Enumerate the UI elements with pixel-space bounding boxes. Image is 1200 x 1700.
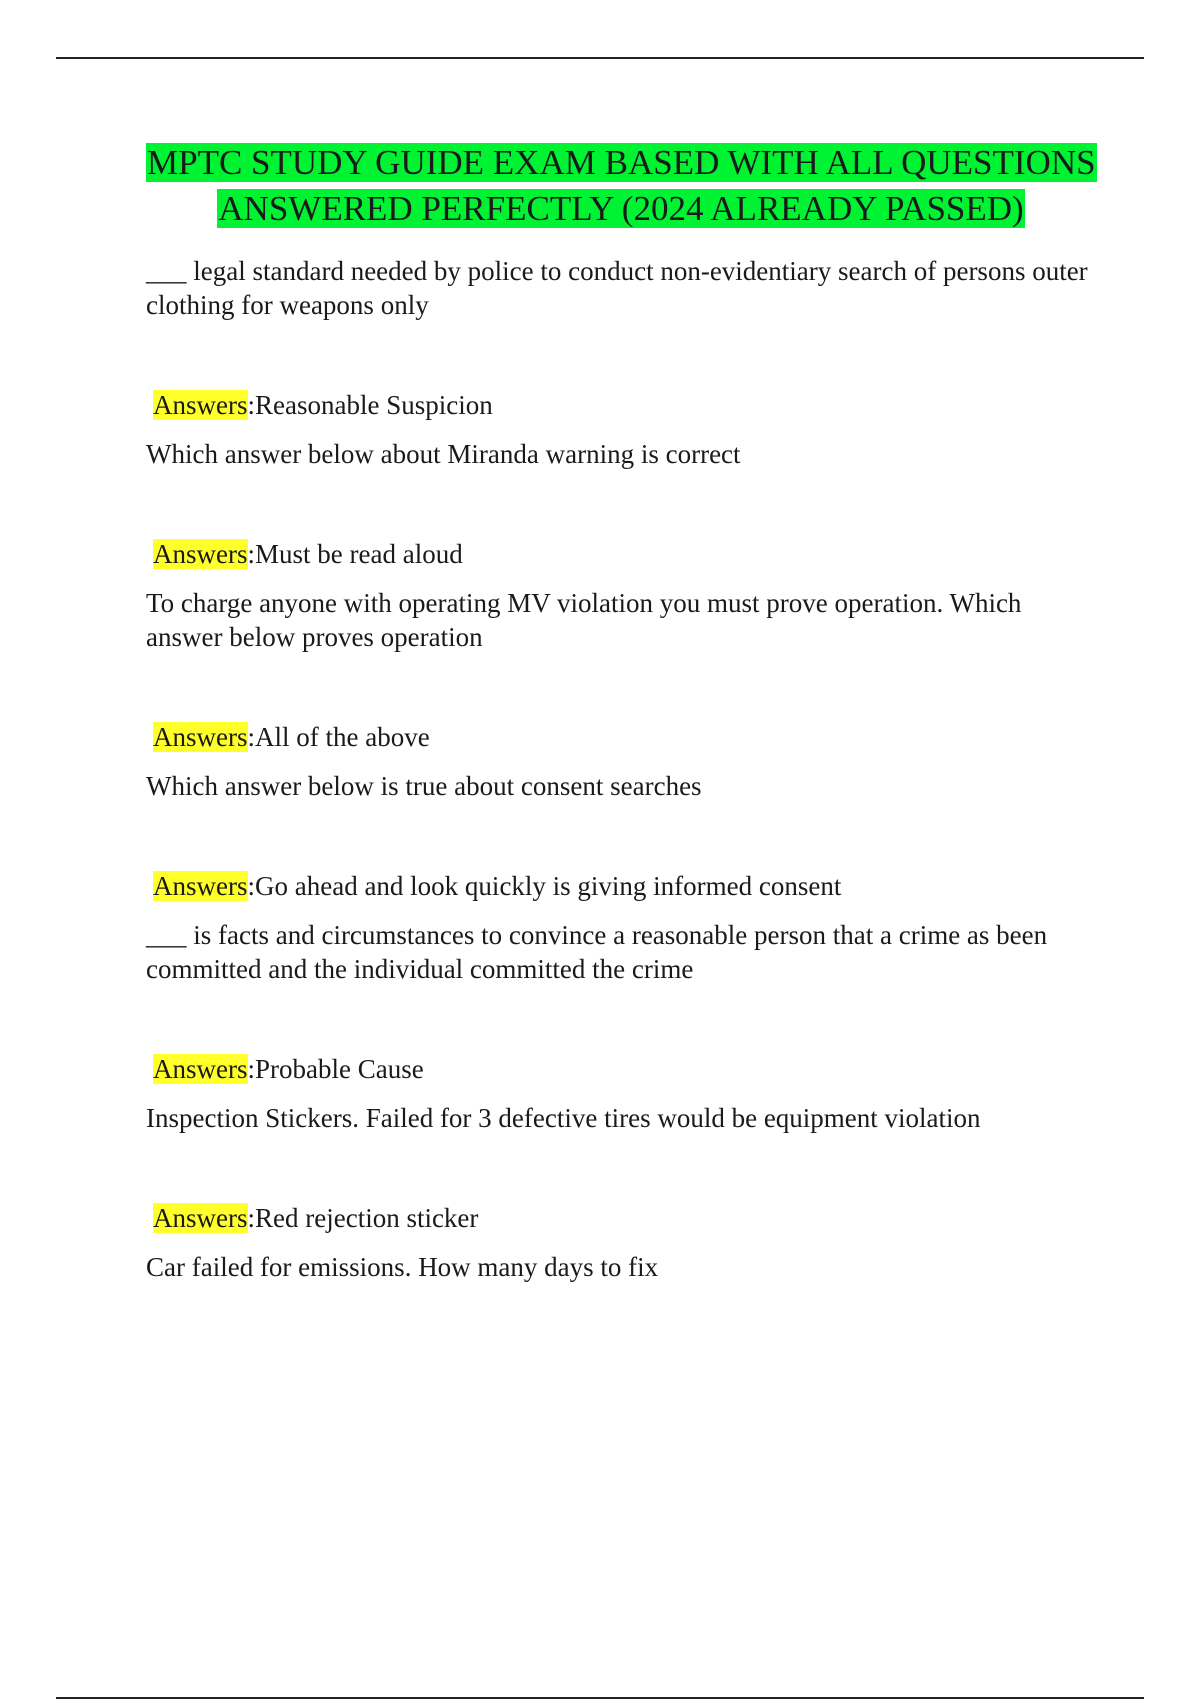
answer-label: Answers [153, 722, 248, 752]
answer-line [153, 388, 1096, 422]
answer-text: :All of the above [247, 722, 430, 752]
answer-label: Answers [153, 1203, 248, 1233]
answer-label: Answers [153, 1054, 248, 1084]
question-text: ___ legal standard needed by police to conduct non-evidentiary search of persons outer clothing for weapons only [146, 256, 1088, 320]
title-highlight: MPTC STUDY GUIDE EXAM BASED WITH ALL QUESTIONS ANSWERED PERFECTLY (2024 ALREADY PASSED) [147, 143, 1096, 228]
answer-line [153, 720, 1096, 754]
answer-label: Answers [153, 871, 248, 901]
qa-item [146, 254, 1096, 422]
qa-item [146, 769, 1096, 903]
answer-text: :Go ahead and look quickly is giving informed consent [247, 871, 842, 901]
footer-rule [56, 1697, 1144, 1699]
question-text: Car failed for emissions. How many days to fix [146, 1252, 659, 1282]
question-text: To charge anyone with operating MV violation you must prove operation. Which answer below proves operation [146, 588, 1022, 652]
answer-label: Answers [153, 390, 248, 420]
answer-text: :Probable Cause [247, 1054, 424, 1084]
answer-text: :Must be read aloud [247, 539, 463, 569]
answer-line [153, 537, 1096, 571]
answer-line [153, 1201, 1096, 1235]
answer-line [153, 1052, 1096, 1086]
qa-item [146, 918, 1096, 1086]
document-title [146, 140, 1096, 232]
document-body [146, 140, 1096, 1284]
qa-item [146, 586, 1096, 754]
question-text: Inspection Stickers. Failed for 3 defective tires would be equipment violation [146, 1103, 981, 1133]
question-text: Which answer below is true about consent searches [146, 771, 702, 801]
question-text: Which answer below about Miranda warning is correct [146, 439, 741, 469]
qa-item [146, 1101, 1096, 1235]
answer-label: Answers [153, 539, 248, 569]
qa-item [146, 437, 1096, 571]
question-text: ___ is facts and circumstances to convince a reasonable person that a crime as been committed and the individual committed the crime [146, 920, 1048, 984]
answer-line [153, 869, 1096, 903]
answer-text: :Red rejection sticker [247, 1203, 479, 1233]
qa-item [146, 1250, 1096, 1284]
header-rule [56, 57, 1144, 59]
answer-text: :Reasonable Suspicion [247, 390, 493, 420]
